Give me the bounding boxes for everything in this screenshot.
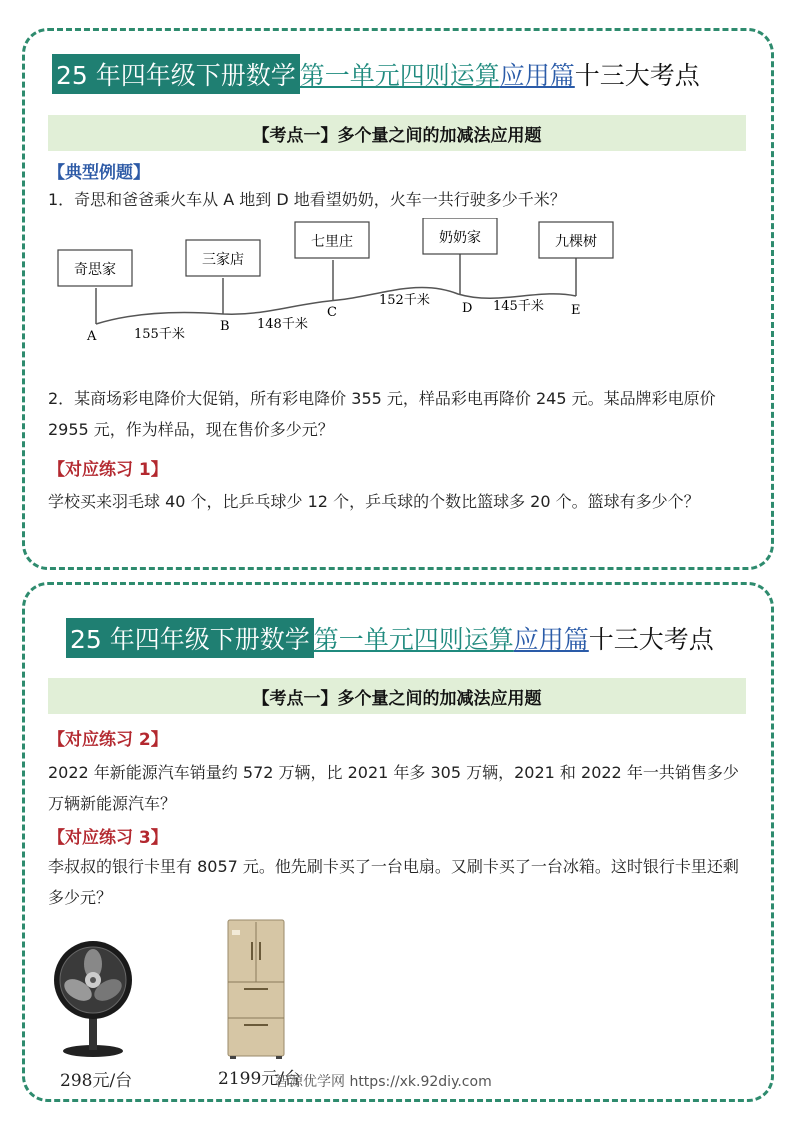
- page-title-2: [66, 616, 714, 660]
- fan-price: 298元/台: [60, 1071, 133, 1091]
- fridge-price: 2199元/台: [218, 1069, 301, 1089]
- practice-1-label: 【对应练习 1】: [48, 460, 168, 480]
- practice-2-text: 2022 年新能源汽车销量约 572 万辆，比 2021 年多 305 万辆，2021 和 2022 年一共销售多少万辆新能源汽车？: [48, 763, 739, 813]
- title-part-grade: 25 年四年级下册数学: [52, 54, 300, 94]
- practice-1-text: 学校买来羽毛球 40 个，比乒乓球少 12 个，乒乓球的个数比篮球多 20 个。篮球有多少个？: [48, 492, 700, 511]
- point-c: C: [327, 305, 337, 320]
- place-name-4: 奶奶家: [439, 230, 481, 246]
- refrigerator-image: [226, 918, 286, 1060]
- topic-bar-1: 【考点一】多个量之间的加减法应用题: [48, 115, 746, 151]
- title-part-unit: 第一单元四则运算: [313, 625, 514, 654]
- title-part-points: 十三大考点: [588, 625, 714, 654]
- point-d: D: [462, 301, 473, 316]
- question-1: 1．奇思和爸爸乘火车从 A 地到 D 地看望奶奶，火车一共行驶多少千米？: [48, 190, 566, 209]
- practice-3-label: 【对应练习 3】: [48, 828, 168, 848]
- distance-ab: 155千米: [134, 327, 185, 342]
- title-part-application: 应用篇: [513, 625, 589, 654]
- practice-3-text: 李叔叔的银行卡里有 8057 元。他先刷卡买了一台电扇。又刷卡买了一台冰箱。这时银行卡里还剩多少元？: [48, 857, 739, 907]
- watermark: 智源优学网 https://xk.92diy.com: [275, 1074, 492, 1090]
- title-part-unit: 第一单元四则运算: [299, 61, 500, 90]
- example-label: 【典型例题】: [48, 163, 150, 183]
- title-part-application: 应用篇: [499, 61, 575, 90]
- place-name-1: 奇思家: [74, 262, 116, 278]
- question-2: 2．某商场彩电降价大促销，所有彩电降价 355 元，样品彩电再降价 245 元。某品牌彩电原价 2955 元，作为样品，现在售价多少元？: [48, 389, 716, 439]
- topic-bar-2: 【考点一】多个量之间的加减法应用题: [48, 678, 746, 714]
- train-route-diagram: [48, 218, 648, 348]
- place-name-3: 七里庄: [311, 234, 353, 250]
- place-name-2: 三家店: [202, 252, 244, 268]
- practice-2-label: 【对应练习 2】: [48, 730, 168, 750]
- title-part-grade: 25 年四年级下册数学: [66, 618, 314, 658]
- point-a: A: [87, 329, 97, 344]
- page-title-1: [52, 52, 700, 96]
- place-name-5: 九棵树: [555, 234, 597, 250]
- distance-cd: 152千米: [379, 293, 430, 308]
- point-b: B: [220, 319, 230, 334]
- distance-bc: 148千米: [257, 317, 308, 332]
- distance-de: 145千米: [493, 299, 544, 314]
- title-part-points: 十三大考点: [574, 61, 700, 90]
- electric-fan-image: [52, 938, 134, 1058]
- point-e: E: [571, 303, 581, 318]
